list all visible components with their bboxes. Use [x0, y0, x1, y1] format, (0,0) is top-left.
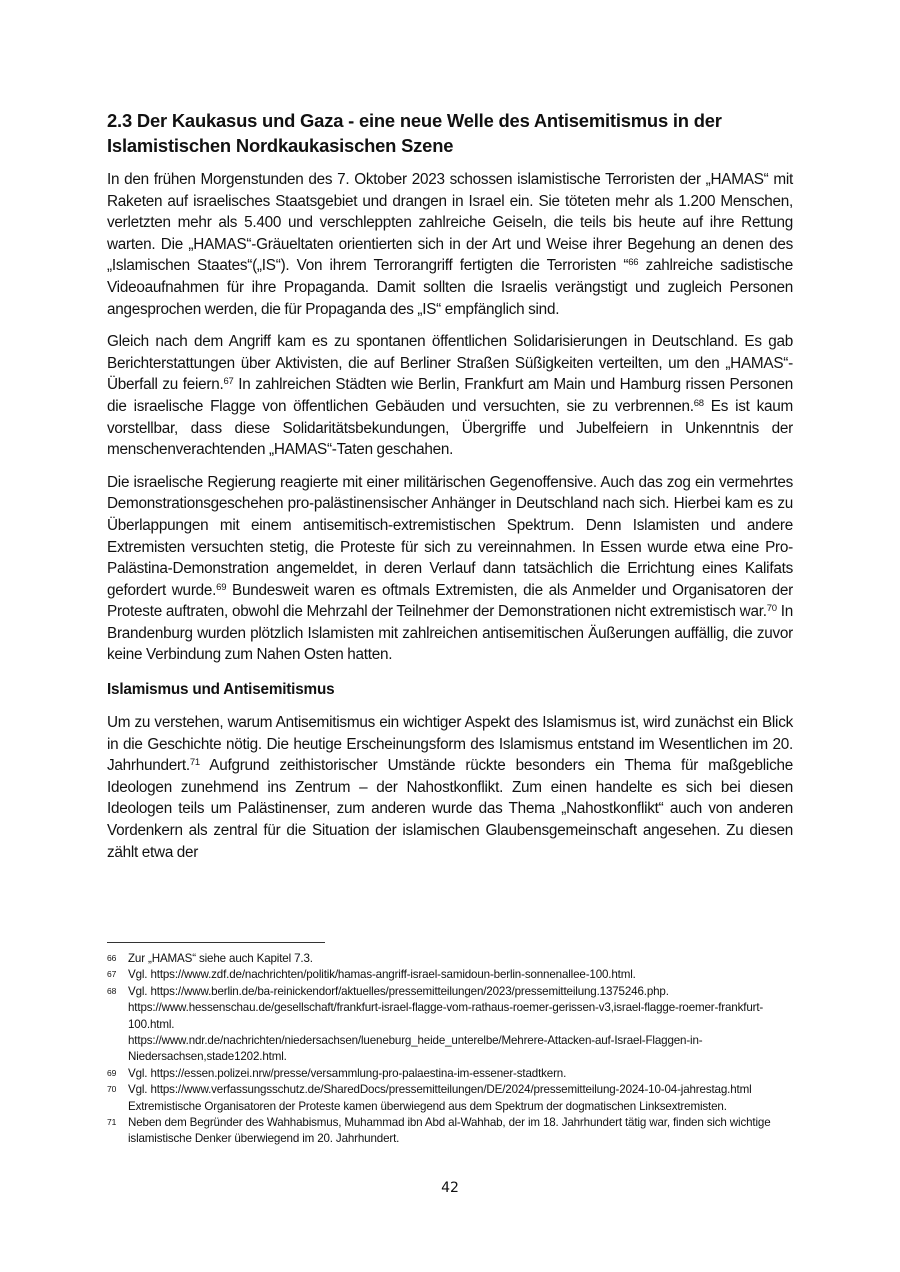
- footnote-66: [107, 951, 793, 967]
- page-content: [107, 108, 793, 874]
- footnote-link[interactable]: Vgl. https://essen.polizei.nrw/presse/versammlung-pro-palaestina-im-essener-stadtkern.: [128, 1066, 567, 1080]
- footnote-number: 71: [107, 1117, 117, 1128]
- footnote-70: [107, 1082, 793, 1115]
- section-title: 2.3 Der Kaukasus und Gaza - eine neue Welle des Antisemitismus in der Islamistischen Nordkaukasischen Szene: [107, 110, 722, 156]
- footnote-ref-71[interactable]: 71: [189, 757, 200, 769]
- paragraph-4: [107, 712, 793, 863]
- paragraph-3-text-a: Die israelische Regierung reagierte mit einer militärischen Gegenoffensive. Auch das zog ein vermehrtes Demonstrationsgeschehen pro-palästinensischer Anhänger in Deutschland nach sich. Hierbei kam es zu Überlappungen mit einem antisemitisch-extremistischen Spektrum. Denn Islamisten und andere Extremisten versuchten stetig, die Proteste für sich zu vereinnahmen. In Essen wurde etwa eine Pro-Palästina-Demonstration angemeldet, in deren Verlauf dann tatsächlich die Errichtung eines Kalifats gefordert wurde.: [107, 473, 793, 599]
- footnote-71: [107, 1115, 793, 1148]
- footnote-number: 70: [107, 1084, 117, 1095]
- footnote-separator: [107, 942, 325, 943]
- footnote-link[interactable]: Vgl. https://www.zdf.de/nachrichten/politik/hamas-angriff-israel-samidoun-berlin-sonnenallee-100.html.: [128, 968, 636, 982]
- footnote-ref-66[interactable]: 66: [628, 257, 639, 269]
- paragraph-2-text-a: Gleich nach dem Angriff kam es zu spontanen öffentlichen Solidarisierungen in Deutschland. Es gab Berichterstattungen über Aktivisten, die auf Berliner Straßen Süßigkeiten verteilten, um den „HAMAS“-Überfall zu feiern.: [107, 333, 793, 394]
- footnote-text: Zur „HAMAS“ siehe auch Kapitel 7.3.: [128, 952, 313, 965]
- paragraph-1-text-a: In den frühen Morgenstunden des 7. Oktober 2023 schossen islamistische Terroristen der „HAMAS“ mit Raketen auf israelisches Staatsgebiet und drangen in Israel ein. Sie töteten mehr als 1.200 Menschen, verletzten mehr als 5.400 und verschleppten zahlreiche Geiseln, die teils bis heute auf ihre Rettung warten. Die „HAMAS“-Gräueltaten orientierten sich in der Art und Weise ihrer Begehung an denen des „Islamischen Staates“(„IS“). Von ihrem Terrorangriff fertigten die Terroristen “: [107, 171, 793, 275]
- footnote-text: Neben dem Begründer des Wahhabismus, Muhammad ibn Abd al-Wahhab, der im 18. Jahrhundert tätig war, finden sich wichtige islamistische Denker überwiegend im 20. Jahrhundert.: [128, 1116, 771, 1146]
- paragraph-2-text-b: In zahlreichen Städten wie Berlin, Frankfurt am Main und Hamburg rissen Personen die israelische Flagge von öffentlichen Gebäuden und versuchten, sie zu verbrennen.: [107, 376, 793, 415]
- footnote-ref-69[interactable]: 69: [216, 581, 227, 593]
- paragraph-3-text-c: In Brandenburg wurden plötzlich Islamisten mit zahlreichen antisemitischen Äußerungen auffällig, die zuvor keine Verbindung zum Nahen Osten hatten.: [107, 603, 793, 664]
- footnote-ref-70[interactable]: 70: [766, 603, 777, 615]
- paragraph-3: [107, 472, 793, 666]
- footnote-link[interactable]: https://www.ndr.de/nachrichten/niedersachsen/lueneburg_heide_unterelbe/Mehrere-Attacken-auf-Israel-Flaggen-in-Niedersachsen,stade1202.html.: [128, 1034, 703, 1064]
- paragraph-4-text-b: Aufgrund zeithistorischer Umstände rückte besonders ein Thema für maßgebliche Ideologen zunehmend ins Zentrum – der Nahostkonflikt. Zum einen handelte es sich bei diesen Ideologen teils um Palästinenser, zum anderen wurde das Thema „Nahostkonflikt“ auch von anderen Vordenkern als zentral für die Situation der islamischen Glaubensgemeinschaft angesehen. Zu diesen zählt etwa der: [107, 757, 793, 861]
- footnote-67: [107, 967, 793, 983]
- footnote-text: [128, 984, 793, 1066]
- footnote-number: 69: [107, 1067, 117, 1078]
- paragraph-2: [107, 331, 793, 461]
- footnote-ref-67[interactable]: 67: [223, 376, 234, 388]
- paragraph-2-text-c: Es ist kaum vorstellbar, dass diese Solidaritätsbekundungen, Übergriffe und Jubelfeiern in Unkenntnis der menschenverachtenden „HAMAS“-Taten geschahen.: [107, 397, 793, 459]
- subheading: Islamismus und Antisemitismus: [107, 681, 335, 699]
- paragraph-1: [107, 169, 793, 320]
- footnote-number: 67: [107, 969, 117, 980]
- footnote-68: [107, 984, 793, 1066]
- paragraph-4-text-a: Um zu verstehen, warum Antisemitismus ein wichtiger Aspekt des Islamismus ist, wird zunächst ein Blick in die Geschichte nötig. Die heutige Erscheinungsform des Islamismus entstand im Wesentlichen im 20. Jahrhundert.: [107, 714, 793, 775]
- footnote-number: 68: [107, 985, 117, 996]
- footnote-link[interactable]: https://www.hessenschau.de/gesellschaft/frankfurt-israel-flagge-vom-rathaus-roemer-gerissen-v3,israel-flagge-roemer-frankfurt-100.html.: [128, 1001, 764, 1031]
- footnote-number: 66: [107, 953, 117, 963]
- footnote-69: [107, 1066, 793, 1082]
- paragraph-3-text-b: Bundesweit waren es oftmals Extremisten, die als Anmelder und Organisatoren der Proteste auftraten, obwohl die Mehrzahl der Teilnehmer der Demonstrationen nicht extremistisch war.: [107, 581, 793, 621]
- page-number: 42: [441, 1180, 459, 1196]
- paragraph-1-text-b: zahlreiche sadistische Videoaufnahmen für ihre Propaganda. Damit sollten die Israelis verängstigt und zugleich Personen angesprochen werden, die für Propaganda des „IS“ empfänglich sind.: [107, 257, 794, 318]
- footnote-ref-68[interactable]: 68: [693, 397, 704, 409]
- footnotes: [107, 951, 793, 1148]
- footnote-link[interactable]: Vgl. https://www.verfassungsschutz.de/SharedDocs/pressemitteilungen/DE/2024/pressemitteilung-2024-10-04-jahrestag.html Extremistische Organisatoren der Proteste kamen überwiegend aus dem Spektrum der dogmatischen Linksextremisten.: [128, 1083, 752, 1113]
- footnote-link[interactable]: Vgl. https://www.berlin.de/ba-reinickendorf/aktuelles/pressemitteilungen/2023/pressemitteilung.1375246.php.: [128, 984, 669, 998]
